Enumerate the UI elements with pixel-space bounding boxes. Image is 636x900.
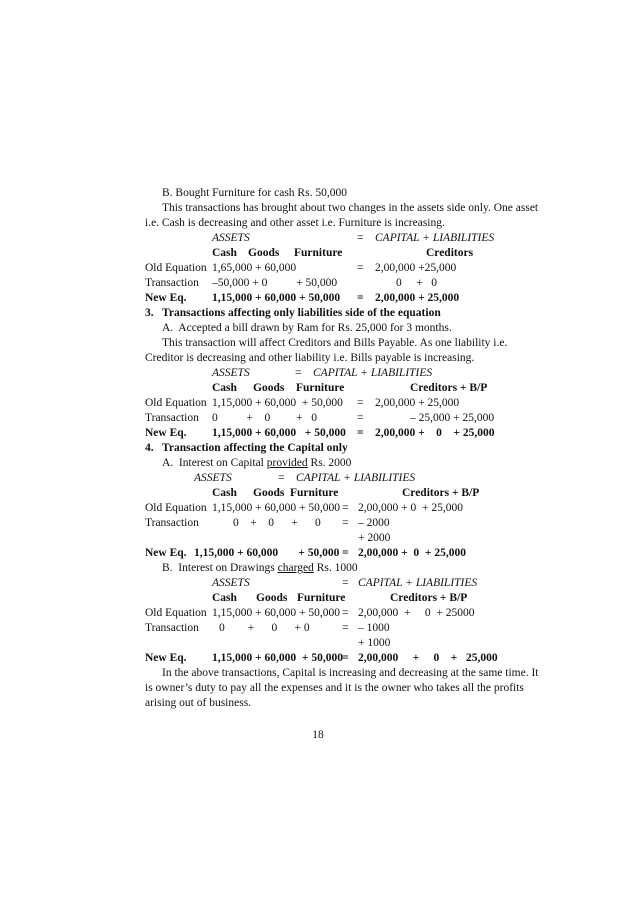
eq4-new-label: New Eq.: [145, 652, 187, 664]
closing-line-3: arising out of business.: [145, 697, 252, 709]
eq2-old-label: Old Equation: [145, 397, 207, 409]
eq3-equals-heading: =: [278, 472, 285, 484]
eq4-header-cash: Cash: [212, 592, 237, 604]
eq2-new-equals: =: [357, 427, 364, 439]
eq3-old-equals: =: [342, 502, 349, 514]
eq2-header-creditors-bp: Creditors + B/P: [410, 382, 488, 394]
eq4-capital-liabilities-heading: CAPITAL + LIABILITIES: [358, 577, 478, 589]
eq2-old-equals: =: [357, 397, 364, 409]
eq4-transaction-liabilities: – 1000: [358, 622, 390, 634]
eq3-old-assets: 1,15,000 + 60,000 + 50,000: [212, 502, 340, 514]
eq4-new-assets: 1,15,000 + 60,000 + 50,000: [212, 652, 343, 664]
eq3-old-liabilities: 2,00,000 + 0 + 25,000: [358, 502, 463, 514]
eq1-old-liabilities: 2,00,000 +25,000: [375, 262, 457, 274]
eq3-transaction-liabilities-2: + 2000: [358, 532, 391, 544]
eq4-transaction-liabilities-2: + 1000: [358, 637, 391, 649]
closing-line-2: is owner’s duty to pay all the expenses and it is the owner who takes all the profits: [145, 682, 524, 694]
eq3-transaction-liabilities: – 2000: [358, 517, 390, 529]
section-3-line-3: Creditor is decreasing and other liability i.e. Bills payable is increasing.: [145, 352, 475, 364]
eq3-transaction-assets: 0 + 0 + 0: [233, 517, 321, 529]
eq1-new-liabilities: 2,00,000 + 25,000: [375, 292, 460, 304]
eq1-transaction-liabilities: 0 + 0: [396, 277, 437, 289]
eq1-new-equals: =: [357, 292, 364, 304]
eq2-new-label: New Eq.: [145, 427, 187, 439]
eq2-capital-liabilities-heading: CAPITAL + LIABILITIES: [313, 367, 433, 379]
eq4-transaction-assets: 0 + 0 + 0: [219, 622, 310, 634]
eq4-header-creditors-bp: Creditors + B/P: [390, 592, 468, 604]
section-4-line-a: [162, 456, 351, 470]
eq2-old-liabilities: 2,00,000 + 25,000: [375, 397, 460, 409]
eq2-transaction-liabilities: – 25,000 + 25,000: [410, 412, 495, 424]
section-4-line-a-prefix: A. Interest on Capital: [162, 457, 267, 469]
eq3-old-label: Old Equation: [145, 502, 207, 514]
eq2-assets-heading: ASSETS: [212, 367, 250, 379]
eq2-header-cash: Cash: [212, 382, 237, 394]
eq1-header-furniture: Furniture: [294, 247, 343, 259]
eq3-new-liabilities: 2,00,000 + 0 + 25,000: [358, 547, 466, 559]
eq4-equals-heading: =: [342, 577, 349, 589]
intro-line-2: This transactions has brought about two changes in the assets side only. One asset: [162, 202, 539, 214]
intro-line-1: B. Bought Furniture for cash Rs. 50,000: [162, 187, 347, 199]
eq1-old-equals: =: [357, 262, 364, 274]
eq1-header-creditors: Creditors: [426, 247, 474, 259]
section-3-line-a: A. Accepted a bill drawn by Ram for Rs. 25,000 for 3 months.: [162, 322, 452, 334]
section-4-heading: 4. Transaction affecting the Capital only: [145, 442, 348, 454]
eq3-capital-liabilities-heading: CAPITAL + LIABILITIES: [296, 472, 416, 484]
eq1-transaction-assets: –50,000 + 0 + 50,000: [212, 277, 338, 289]
eq4-transaction-equals: =: [342, 622, 349, 634]
eq2-transaction-equals: =: [357, 412, 364, 424]
eq4-old-label: Old Equation: [145, 607, 207, 619]
eq4-header-goods: Goods: [256, 592, 288, 604]
eq2-transaction-label: Transaction: [145, 412, 199, 424]
eq1-old-assets: 1,65,000 + 60,000: [212, 262, 297, 274]
eq2-transaction-assets: 0 + 0 + 0: [212, 412, 317, 424]
section-4-line-a-suffix: Rs. 2000: [307, 457, 352, 469]
eq4-assets-heading: ASSETS: [212, 577, 250, 589]
eq1-new-label: New Eq.: [145, 292, 187, 304]
eq3-new-label: New Eq.: [145, 547, 187, 559]
eq3-transaction-label: Transaction: [145, 517, 199, 529]
eq1-header-goods: Goods: [248, 247, 280, 259]
eq4-transaction-label: Transaction: [145, 622, 199, 634]
eq2-header-furniture: Furniture: [296, 382, 345, 394]
eq4-new-liabilities: 2,00,000 + 0 + 25,000: [358, 652, 498, 664]
eq2-old-assets: 1,15,000 + 60,000 + 50,000: [212, 397, 343, 409]
eq1-assets-heading: ASSETS: [212, 232, 250, 244]
section-3-heading: 3. Transactions affecting only liabilities side of the equation: [145, 307, 441, 319]
eq3-new-equals: =: [342, 547, 349, 559]
eq3-assets-heading: ASSETS: [194, 472, 232, 484]
closing-line-1: In the above transactions, Capital is increasing and decreasing at the same time. It: [162, 667, 539, 679]
eq4-header-furniture: Furniture: [297, 592, 346, 604]
section-4-line-b-prefix: B. Interest on Drawings: [162, 562, 278, 574]
eq3-header-goods: Goods: [253, 487, 285, 499]
eq4-old-equals: =: [342, 607, 349, 619]
section-4-line-b-underlined: charged: [277, 562, 314, 574]
eq1-equals-heading: =: [357, 232, 364, 244]
eq3-header-furniture: Furniture: [290, 487, 339, 499]
eq2-equals-heading: =: [295, 367, 302, 379]
eq2-new-liabilities: 2,00,000 + 0 + 25,000: [375, 427, 495, 439]
eq4-new-equals: =: [342, 652, 349, 664]
eq1-header-cash: Cash: [212, 247, 237, 259]
eq3-new-assets: 1,15,000 + 60,000 + 50,000: [194, 547, 340, 559]
eq1-old-label: Old Equation: [145, 262, 207, 274]
eq3-header-cash: Cash: [212, 487, 237, 499]
eq1-new-assets: 1,15,000 + 60,000 + 50,000: [212, 292, 341, 304]
section-4-line-a-underlined: provided: [266, 457, 308, 469]
eq2-new-assets: 1,15,000 + 60,000 + 50,000: [212, 427, 346, 439]
eq1-capital-liabilities-heading: CAPITAL + LIABILITIES: [375, 232, 495, 244]
eq4-old-assets: 1,15,000 + 60,000 + 50,000: [212, 607, 340, 619]
section-3-line-2: This transaction will affect Creditors and Bills Payable. As one liability i.e.: [162, 337, 508, 349]
intro-line-3: i.e. Cash is decreasing and other asset i.e. Furniture is increasing.: [145, 217, 445, 229]
eq2-header-goods: Goods: [253, 382, 285, 394]
eq1-transaction-label: Transaction: [145, 277, 199, 289]
eq4-old-liabilities: 2,00,000 + 0 + 25000: [358, 607, 475, 619]
page-number: 18: [312, 729, 324, 741]
eq3-transaction-equals: =: [342, 517, 349, 529]
eq3-header-creditors-bp: Creditors + B/P: [402, 487, 480, 499]
section-4-line-b-suffix: Rs. 1000: [313, 562, 358, 574]
section-4-line-b: [162, 561, 358, 575]
